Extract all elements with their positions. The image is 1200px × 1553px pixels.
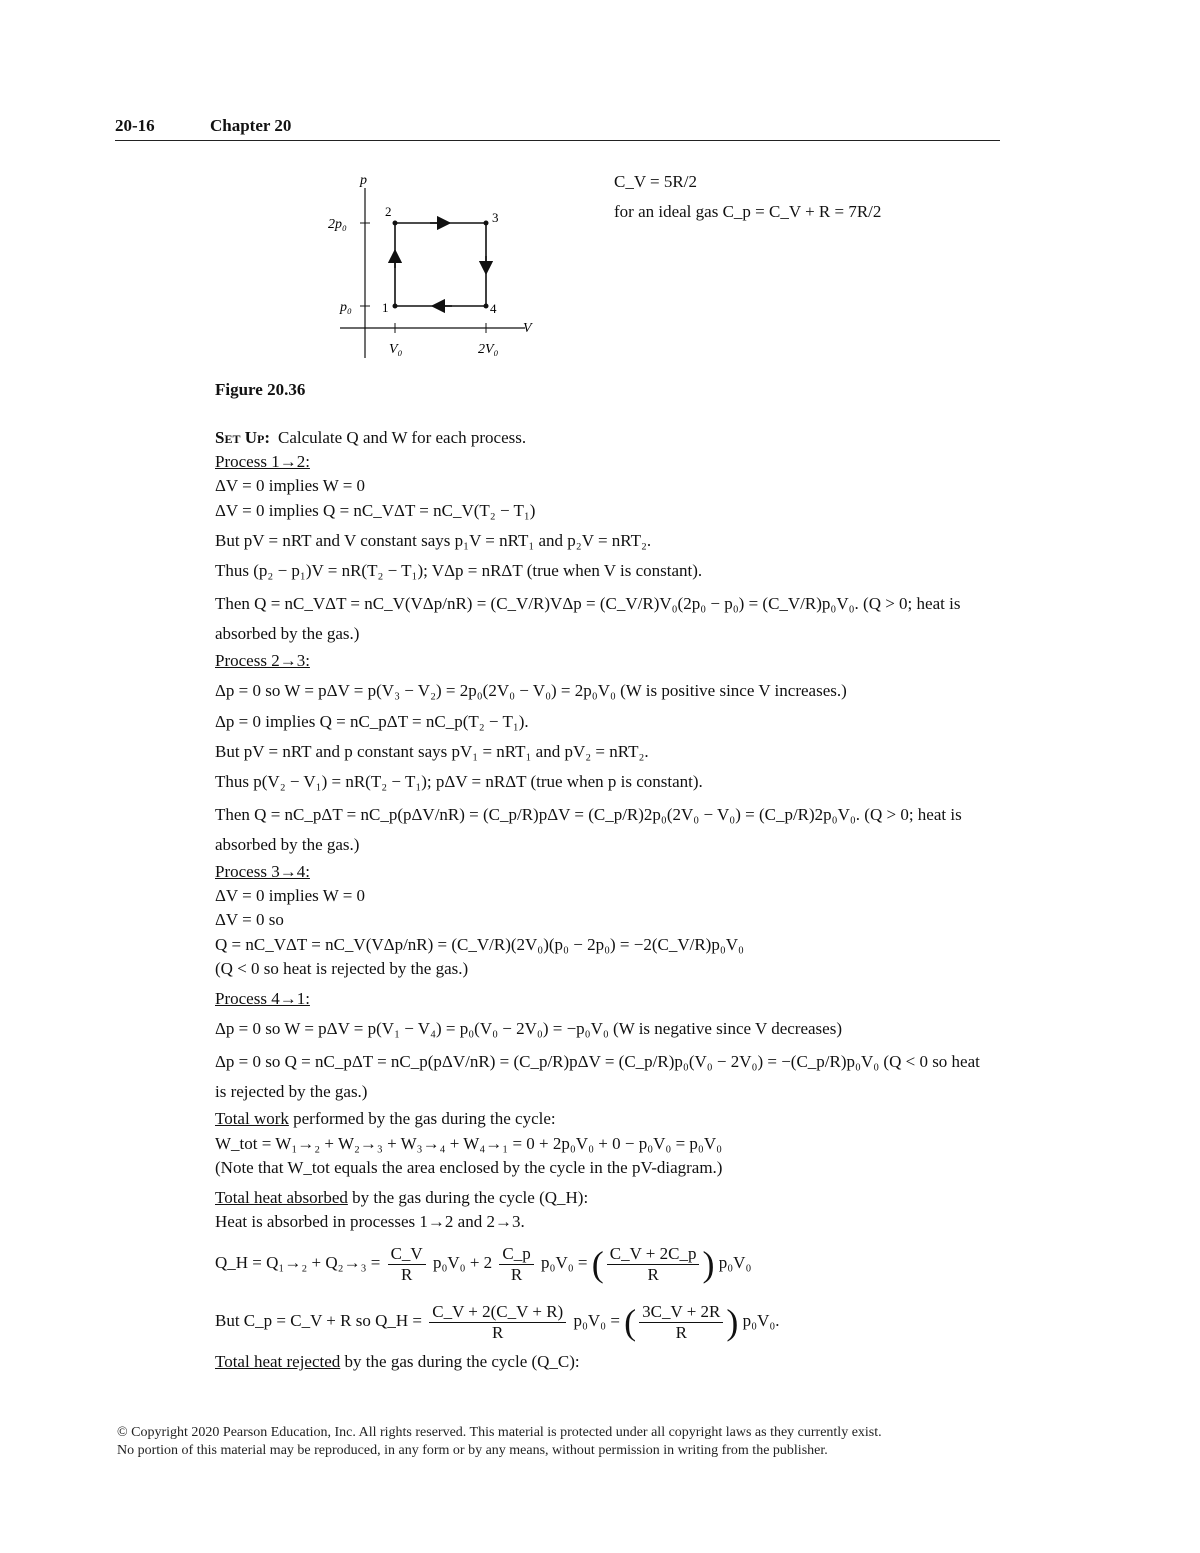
tick-2p0: 2p₀ — [328, 217, 347, 232]
process-4-1-title: Process 4→1: — [215, 989, 310, 1008]
process-2-3-title: Process 2→3: — [215, 651, 310, 671]
total-work-title: Total work — [215, 1109, 289, 1129]
process-1-2-title: Process 1→2: — [215, 452, 310, 472]
setup-text: Calculate Q and W for each process. — [277, 428, 527, 447]
solution-body: Set Up: Calculate Q and W for each process. Process 1→2: ΔV = 0 implies W = 0 ΔV = 0 implies Q = nC_VΔT = nC_V(T₂ − T₁) But pV = nRT and V constant says p₁V = nRT₁ and p₂V = nRT₂. Thus (p₂ − p₁)V = nR(T₂ − T₁); VΔp = nRΔT (true when V is constant). Then Q = nC_VΔT = nC_V(VΔp/nR) = (C_V/R)VΔp = (C_V/R)V₀(2p₀ − p₀) = (C_V/R)p₀V₀. (Q > 0; heat is absorbed by the gas.) Process 2→3: Δp = 0 so W = pΔV = p(V₃ − V₂) = 2p₀(2V₀ − V₀) = 2p₀V₀ (W is positive since V increases.) Δp = 0 implies Q = nC_pΔT = nC_p(T₂ − T₁). But pV = nRT and p constant says pV₁ = nRT₁ and pV₂ = nRT₂. Thus p(V₂ − V₁) = nR(T₂ − T₁); pΔV = nRΔT (true when p is constant). Then Q = nC_pΔT = nC_p(pΔV/nR) = (C_p/R)pΔV = (C_p/R)2p₀(2V₀ − V₀) = (C_p/R)2p₀V₀. (Q > 0; heat is absorbed by the gas.) Process 3→4: ΔV = 0 implies W = 0 ΔV = 0 so Q = nC_VΔT = nC_V(VΔp/nR) = (C_V/R)(2V₀)(p₀ − 2p₀) = −2(C_V/R)p₀V₀ (Q < 0 so heat is rejected by the gas.) Process 4→1: Δp = 0 so W = pΔV = p(V₁ − V₄) = p₀(V₀ − 2V₀) = −p₀V₀ (W is negative since V decreases) Δp = 0 so Q = nC_pΔT = nC_p(pΔV/nR) = (C_p/R)pΔV = (C_p/R)p₀(V₀ − 2V₀) = −(C_p/R)p₀V₀ (Q < 0 so heat is rejected by the gas.) Total work performed by the gas during the cycle: W_tot = W₁→₂ + W₂→₃ + W₃→₄ + W₄→₁ = 0 + 2p₀V₀ + 0 − p₀V₀ = p₀V₀ (Note that W_tot equals the area enclosed by the cycle in the pV-diagram.) Total heat absorbed by the gas during the cycle (Q_H): Heat is absorbed in processes 1→2 and 2→3. Q_H = Q₁→₂ + Q₂→₃ = $\frac{C\_V}{R}$ p₀V₀ + 2 $\frac{C\_p}{R}$ p₀V₀ = ( $\frac{C\_V + 2C\_p}{R}$ ) p₀V₀ But C_p = C_V + R so Q_H = $\frac{C\_V + 2(C\_V + R)}{R}$ p₀V₀ = ( $\frac{3C\_V + 2R}{R}$ ) p₀V₀. Total heat rejected by the gas during the cycle (Q_C): — [215, 426, 995, 1375]
axis-v-label: V — [523, 321, 532, 336]
cp-equation: for an ideal gas C_p = C_V + R = 7R/2 — [614, 202, 882, 221]
point-4: 4 — [490, 301, 497, 316]
qh-substitution: But C_p = C_V + R so Q_H = $\frac{C\_V + 2(C\_V + R)}{R}$ p₀V₀ = ( $\frac{3C\_V + 2R}{R}$ ) p₀V₀. — [215, 1301, 780, 1343]
cv-equation: C_V = 5R/2 — [614, 172, 697, 191]
pv-diagram — [320, 168, 550, 378]
chapter-title: Chapter 20 — [210, 116, 292, 135]
point-3: 3 — [492, 210, 499, 225]
tick-2v0: 2V₀ — [478, 342, 499, 357]
total-heat-absorbed-title: Total heat absorbed — [215, 1187, 348, 1207]
page-header — [115, 116, 1000, 141]
copyright-footer: © Copyright 2020 Pearson Education, Inc. All rights reserved. This material is protected under all copyright laws as they currently exist. No portion of this material may be reproduced, in any form or by any means, without permission in writing from the publisher. — [117, 1425, 882, 1458]
point-2: 2 — [385, 204, 392, 219]
setup-label: Set Up: — [215, 428, 270, 447]
process-3-4-title: Process 3→4: — [215, 862, 310, 882]
tick-p0: p₀ — [340, 300, 352, 315]
figure-caption: Figure 20.36 — [215, 380, 306, 399]
axis-p-label: p — [360, 173, 367, 188]
qh-equation: Q_H = Q₁→₂ + Q₂→₃ = $\frac{C\_V}{R}$ p₀V₀ + 2 $\frac{C\_p}{R}$ p₀V₀ = ( $\frac{C\_V + 2C\_p}{R}$ ) p₀V₀ — [215, 1243, 752, 1285]
page-number: 20-16 — [115, 116, 155, 135]
point-1: 1 — [382, 300, 389, 315]
total-heat-rejected-title: Total heat rejected — [215, 1352, 341, 1372]
tick-v0: V₀ — [389, 342, 403, 357]
